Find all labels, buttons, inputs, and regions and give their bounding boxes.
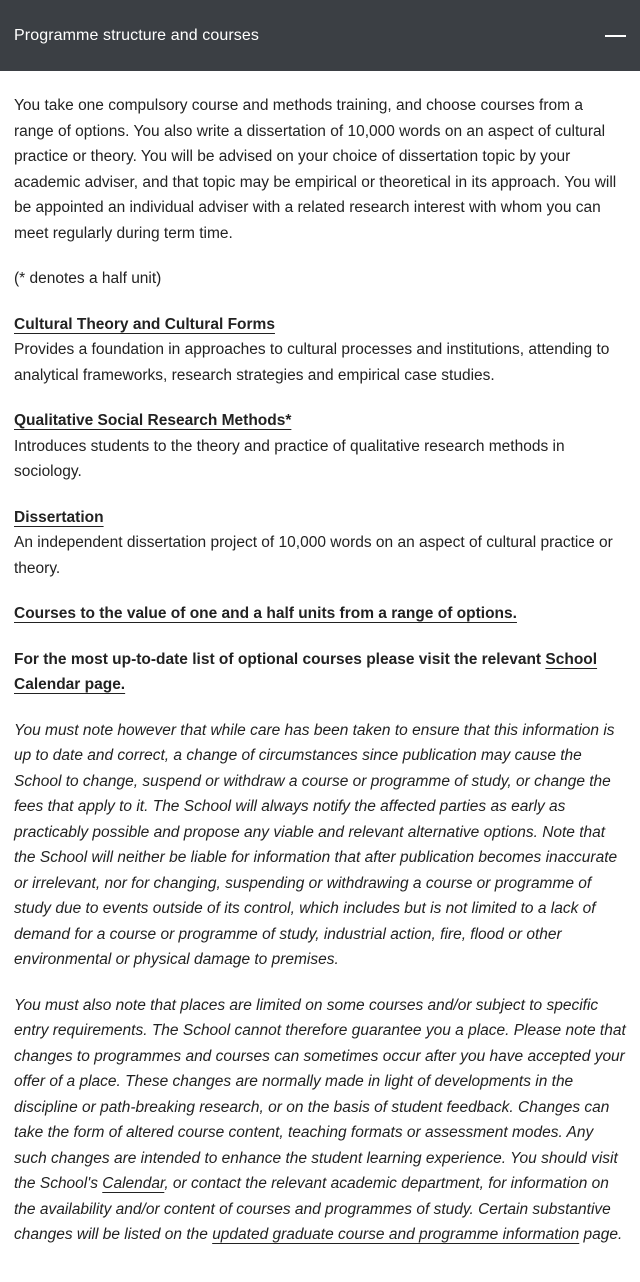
calendar-link[interactable]: Calendar: [102, 1175, 165, 1192]
half-unit-note: (* denotes a half unit): [14, 270, 162, 287]
course-item: [14, 408, 626, 485]
course-description: Introduces students to the theory and practice of qualitative research methods in sociology.: [14, 437, 565, 480]
course-description: An independent dissertation project of 10,000 words on an aspect of cultural practice or theory.: [14, 534, 613, 577]
calendar-notice-text: For the most up-to-date list of optional courses please visit the relevant: [14, 650, 546, 668]
places-notice-text-2: , or contact the relevant academic department, for information on the availability and/or content of courses and programmes of study. Certain substantive changes will be listed on the: [14, 1175, 611, 1243]
updated-info-link[interactable]: updated graduate course and programme information: [212, 1226, 580, 1243]
accordion-content: [0, 71, 640, 1248]
intro-paragraph: You take one compulsory course and methods training, and choose courses from a range of options. You also write a dissertation of 10,000 words on an aspect of cultural practice or theory. You will be advised on your choice of dissertation topic by your academic adviser, and that topic may be empirical or theoretical in its approach. You will be appointed an individual adviser with a related research interest with whom you can meet regularly during term time.: [14, 97, 617, 242]
disclaimer-paragraph: You must note however that while care has been taken to ensure that this information is up to date and correct, a change of circumstances since publication may cause the School to change, suspend or withdraw a course or programme of study, or change the fees that apply to it. The School will always notify the affected parties as early as practicably possible and propose any viable and relevant alternative options. Note that the School will neither be liable for information that after publication becomes inaccurate or irrelevant, nor for changing, suspending or withdrawing a course or programme of study due to events outside of its control, which includes but is not limited to a lack of demand for a course or programme of study, industrial action, fire, flood or other environmental or physical damage to premises.: [14, 721, 618, 968]
accordion-header[interactable]: [0, 0, 640, 71]
course-link-dissertation[interactable]: Dissertation: [14, 508, 104, 526]
school-calendar-link[interactable]: School Calendar page.: [14, 650, 598, 693]
section-title: Programme structure and courses: [14, 26, 259, 44]
course-item: [14, 505, 626, 582]
calendar-notice: [14, 647, 626, 698]
course-link-qualitative-methods[interactable]: Qualitative Social Research Methods*: [14, 412, 292, 429]
course-link-cultural-theory[interactable]: Cultural Theory and Cultural Forms: [14, 315, 275, 333]
course-description: Provides a foundation in approaches to cultural processes and institutions, attending to analytical frameworks, research strategies and empirical case studies.: [14, 341, 610, 384]
places-notice-text: You must also note that places are limited on some courses and/or subject to specific entry requirements. The School cannot therefore guarantee you a place. Please note that changes to programmes and courses can sometimes occur after you have accepted your offer of a place. These changes are normally made in light of developments in the discipline or path-breaking research, or on the basis of student feedback. Changes can take the form of altered course content, teaching formats or assessment modes. Any such changes are intended to enhance the student learning experience. You should visit the School's: [14, 996, 626, 1192]
places-notice-text-3: page.: [579, 1226, 623, 1243]
options-link[interactable]: Courses to the value of one and a half units from a range of options.: [14, 605, 517, 622]
collapse-icon[interactable]: [604, 25, 626, 47]
course-item: [14, 312, 626, 389]
places-notice-paragraph: [14, 993, 626, 1248]
